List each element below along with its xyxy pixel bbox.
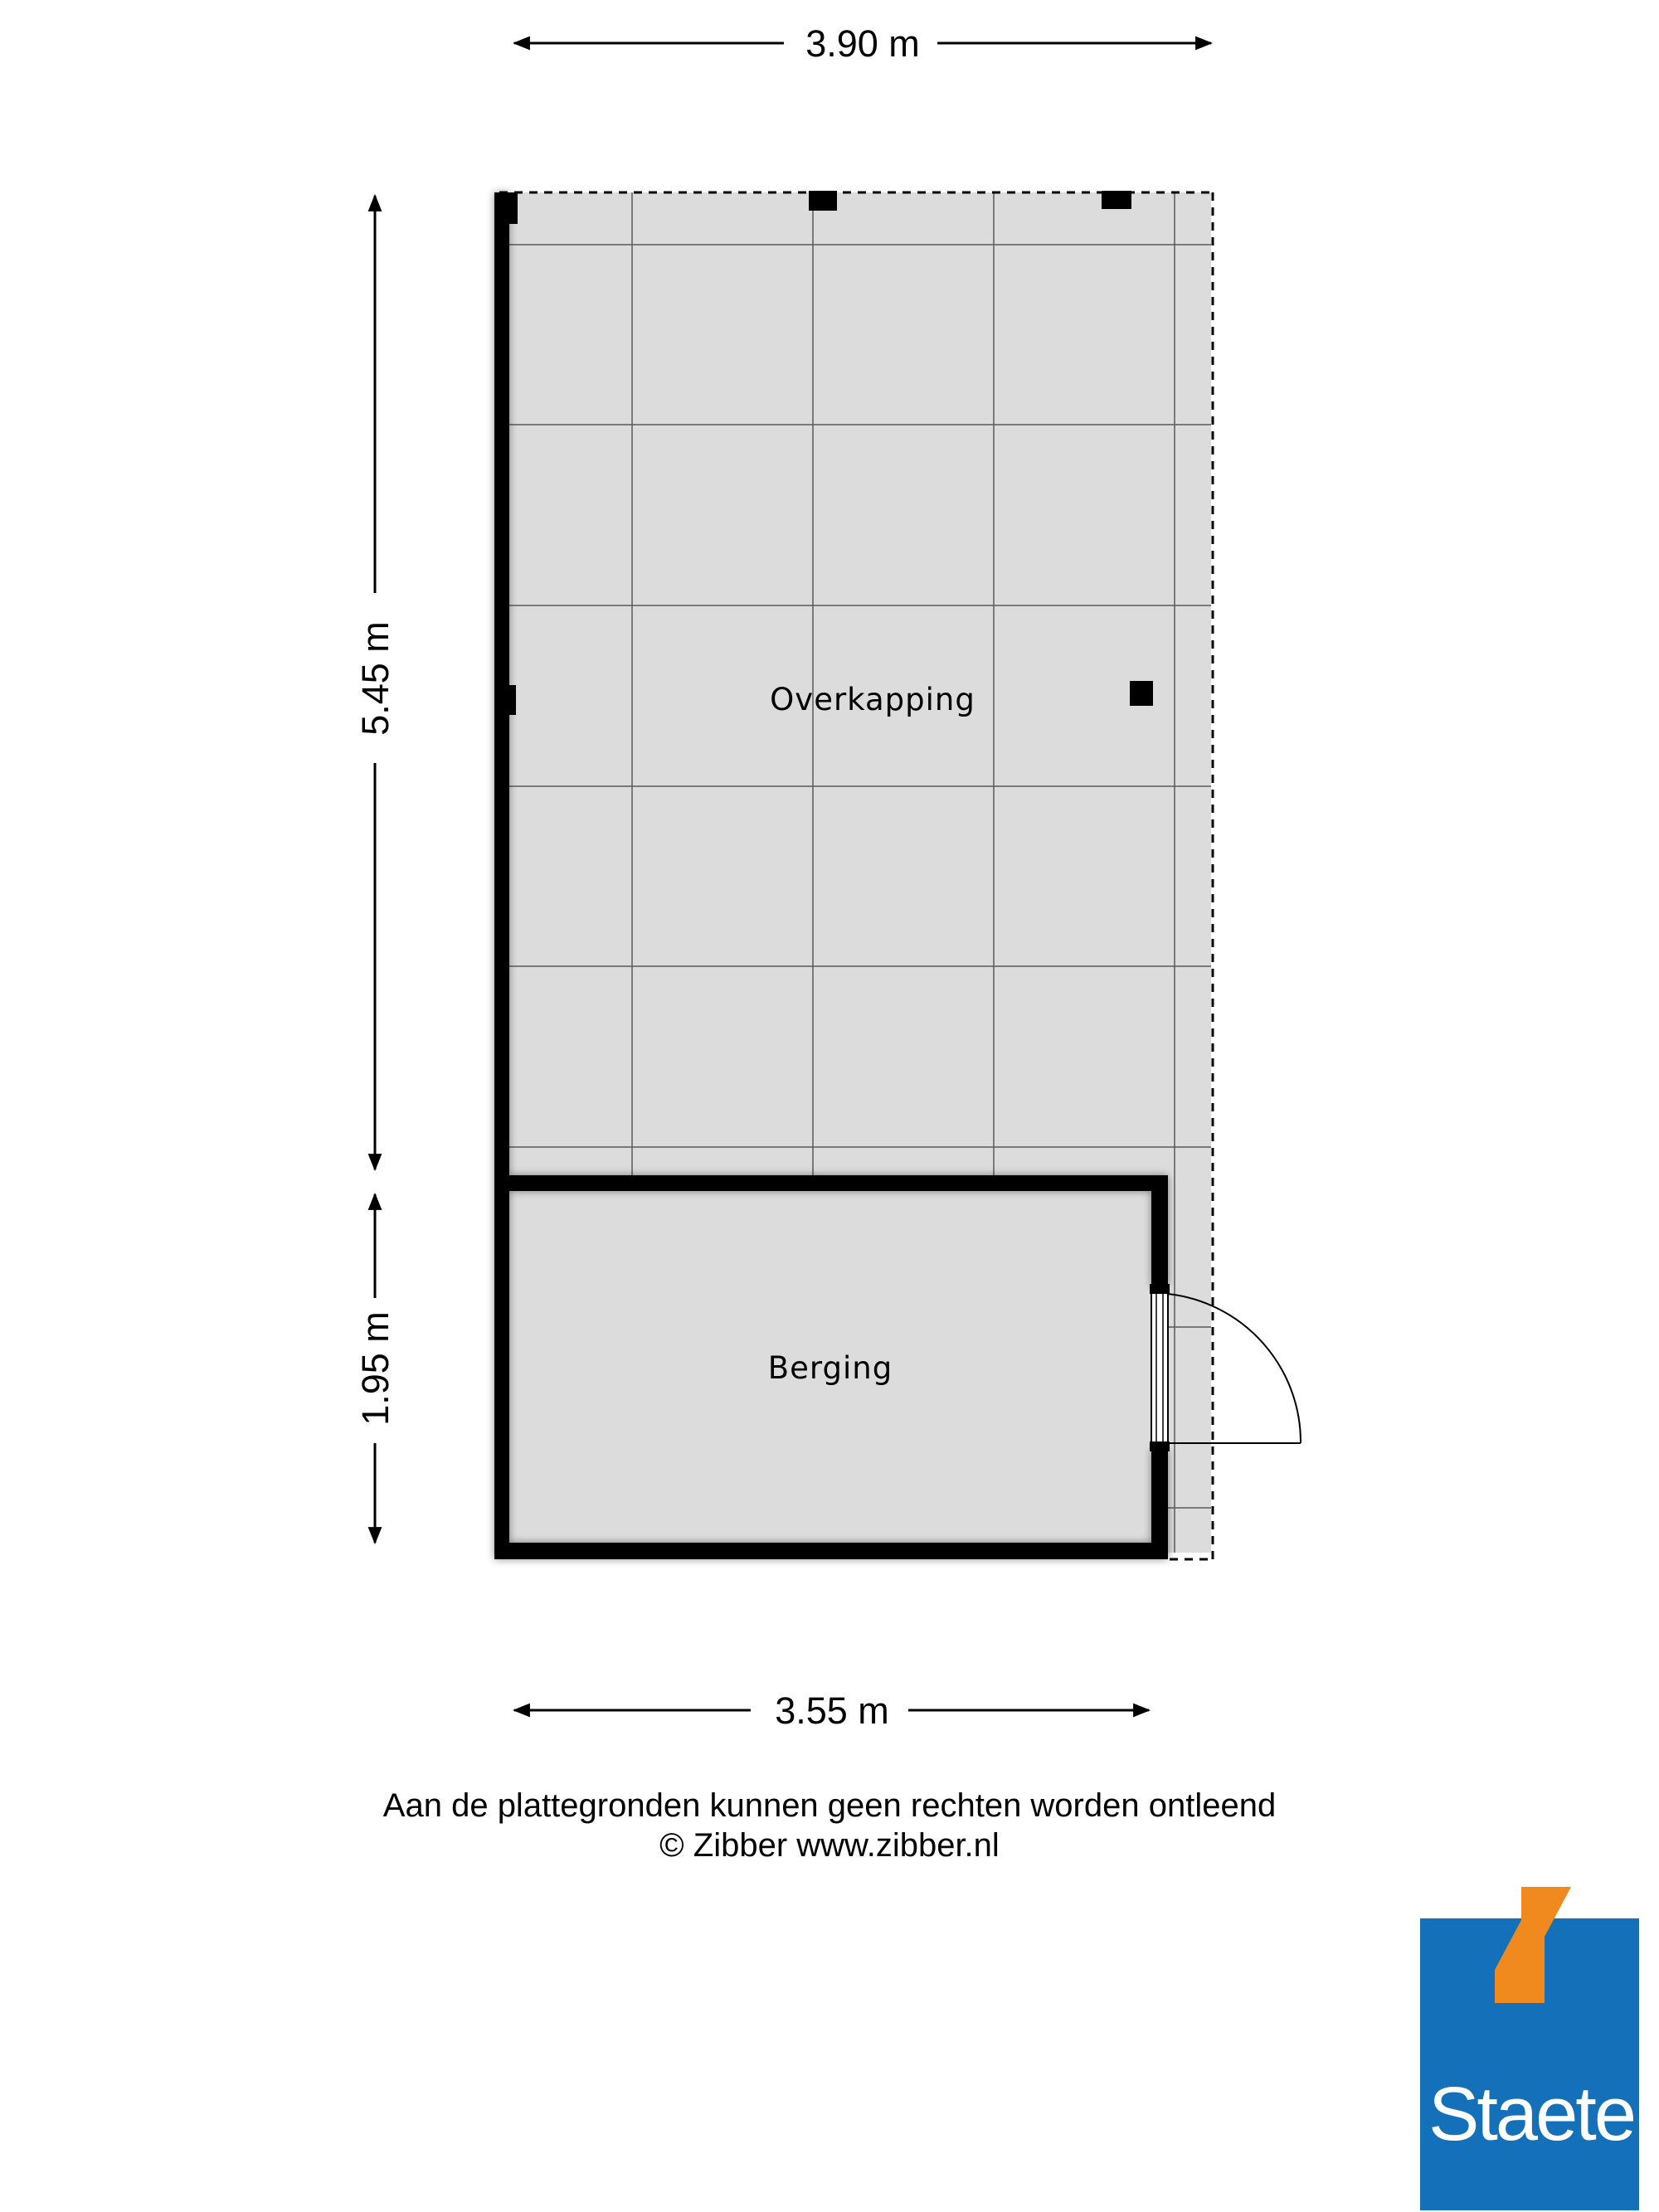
dim-label-bottom-width: 3.55 m xyxy=(775,1689,889,1732)
dim-berging-height xyxy=(354,1194,397,1543)
logo-text: Staete xyxy=(1428,2072,1634,2156)
post xyxy=(1102,191,1131,209)
post xyxy=(496,192,518,224)
disclaimer-text: Aan de plattegronden kunnen geen rechten worden ontleend xyxy=(382,1787,1277,1824)
staete-logo xyxy=(1420,1887,1639,2210)
left-wall xyxy=(494,192,509,1559)
dim-label-overkapping-height: 5.45 m xyxy=(354,621,397,736)
dim-top-width xyxy=(514,22,1211,65)
dim-overkapping-height xyxy=(354,196,397,1169)
post xyxy=(1130,681,1153,706)
door-frame xyxy=(1151,1286,1168,1450)
room-label-overkapping: Overkapping xyxy=(770,682,975,717)
berging-right-wall-lower xyxy=(1151,1450,1168,1559)
berging-bottom-wall xyxy=(494,1543,1168,1559)
berging-top-wall xyxy=(494,1175,1168,1191)
dim-bottom-width xyxy=(514,1689,1149,1732)
dim-label-berging-height: 1.95 m xyxy=(354,1311,397,1426)
post xyxy=(809,191,837,211)
post xyxy=(496,685,516,715)
berging-right-wall-upper xyxy=(1151,1175,1168,1286)
room-label-berging: Berging xyxy=(767,1350,893,1386)
copyright-text: © Zibber www.zibber.nl xyxy=(659,1827,1000,1864)
dim-label-top-width: 3.90 m xyxy=(805,22,920,65)
